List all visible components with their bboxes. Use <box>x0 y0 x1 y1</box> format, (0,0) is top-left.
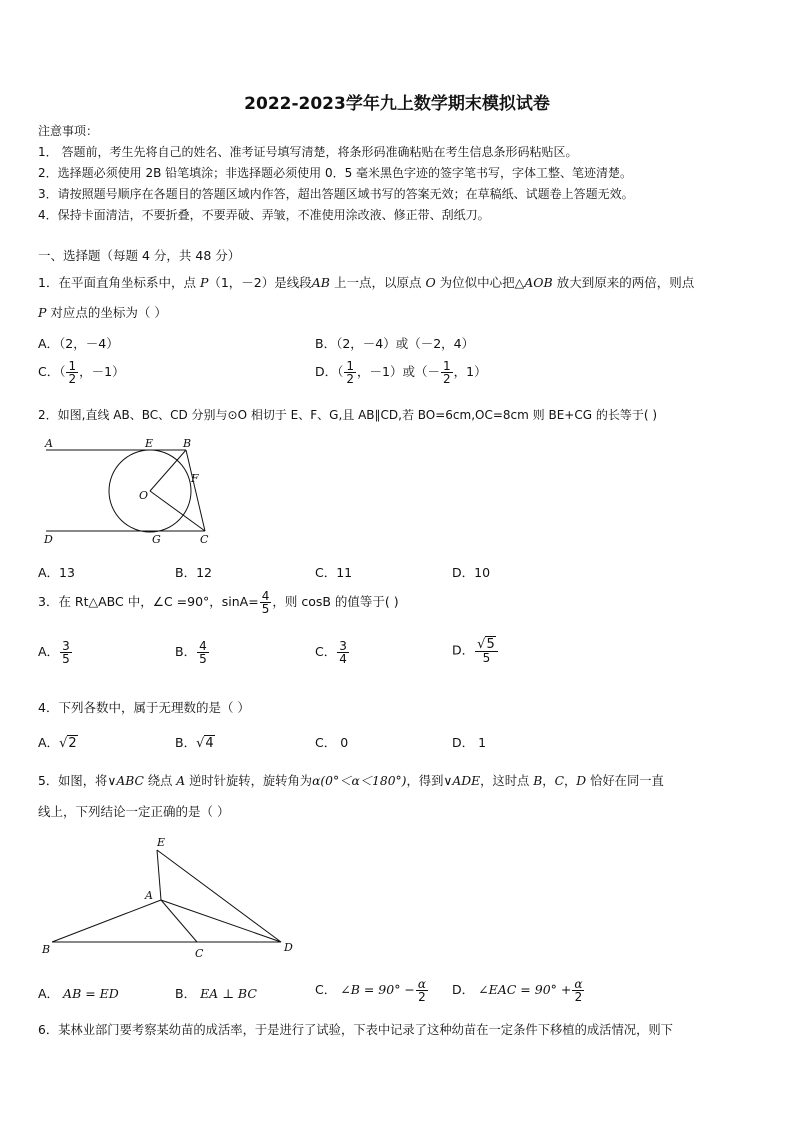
q5-option-c[interactable]: C． ∠B = 90° − $\frac{\alpha}{2}$ <box>315 977 427 1004</box>
q1-option-d[interactable]: D．（ $\frac{1}{2}$ ，－1）或（－ $\frac{1}{2}$ ，1） <box>315 359 487 386</box>
notice-item: 4．保持卡面清洁，不要折叠，不要弄破、弄皱，不准使用涂改液、修正带、刮纸刀。 <box>38 208 490 222</box>
q5-option-a[interactable]: A． AB = ED <box>38 986 119 1001</box>
q2-option-c[interactable]: C．11 <box>315 565 353 580</box>
q1-option-b[interactable]: B．（2，－4）或（－2，4） <box>315 336 475 351</box>
q4-option-d[interactable]: D． 1 <box>452 735 487 750</box>
q2-option-a[interactable]: A．13 <box>38 565 75 580</box>
label-e: E <box>157 836 166 849</box>
q4-option-b[interactable]: B．√4 <box>175 735 214 751</box>
q3-option-b[interactable]: B． $\frac{4}{5}$ <box>175 639 207 666</box>
label-b: B <box>42 943 51 956</box>
label-d: D <box>284 941 293 954</box>
question-4-stem: 4．下列各数中，属于无理数的是（ ） <box>38 700 250 715</box>
q4-option-c[interactable]: C． 0 <box>315 735 349 750</box>
question-3-stem: 3．在 Rt△ABC 中，∠C =90°，sinA= $\frac{4}{5}$ ，则 cosB 的值等于( ) <box>38 589 399 616</box>
label-e: E <box>145 437 154 450</box>
q1-option-a[interactable]: A．（2，－4） <box>38 336 119 351</box>
q4-option-a[interactable]: A．√2 <box>38 735 77 751</box>
notice-item: 2．选择题必须使用 2B 铅笔填涂；非选择题必须使用 0．5 毫米黑色字迹的签字笔书写，字体工整、笔迹清楚。 <box>38 166 633 180</box>
question-1-stem: 1．在平面直角坐标系中，点 P（1，－2）是线段AB 上一点，以原点 O 为位似中心把△AOB 放大到原来的两倍，则点 <box>38 275 695 290</box>
q2-option-b[interactable]: B．12 <box>175 565 212 580</box>
q3-option-c[interactable]: C． $\frac{3}{4}$ <box>315 639 347 666</box>
notice-heading: 注意事项： <box>38 124 99 138</box>
question-1-stem-line2: P 对应点的坐标为（ ） <box>38 305 167 320</box>
q2-circle-figure <box>38 432 218 550</box>
label-a: A <box>145 889 153 902</box>
label-o: O <box>139 489 149 502</box>
question-5-stem: 5．如图，将∨ABC 绕点 A 逆时针旋转，旋转角为α(0°＜α＜180°)，得到∨ADE，这时点 B，C，D 恰好在同一直 <box>38 774 664 788</box>
page-title: 2022-2023学年九上数学期末模拟试卷 <box>244 94 550 114</box>
q3-option-a[interactable]: A． $\frac{3}{5}$ <box>38 639 70 666</box>
q3-option-d[interactable]: D． $\frac{√5}{5}$ <box>452 638 499 664</box>
label-d: D <box>44 533 53 546</box>
q5-option-b[interactable]: B． EA ⊥ BC <box>175 986 257 1001</box>
q5-rotation-figure <box>38 832 300 962</box>
question-5-stem-line2: 线上，下列结论一定正确的是（ ） <box>38 804 230 819</box>
q1-option-c[interactable]: C．（ $\frac{1}{2}$ ，－1） <box>38 359 125 386</box>
label-c: C <box>200 533 209 546</box>
section-heading: 一、选择题（每题 4 分，共 48 分） <box>38 248 241 263</box>
q2-option-d[interactable]: D．10 <box>452 565 491 580</box>
label-f: F <box>191 472 199 485</box>
notice-item: 3．请按照题号顺序在各题目的答题区域内作答，超出答题区域书写的答案无效；在草稿纸、试题卷上答题无效。 <box>38 187 634 201</box>
notice-item: 1． 答题前，考生先将自己的姓名、准考证号填写清楚，将条形码准确粘贴在考生信息条形码粘贴区。 <box>38 145 578 159</box>
label-g: G <box>152 533 161 546</box>
q5-option-d[interactable]: D． ∠EAC = 90° + $\frac{\alpha}{2}$ <box>452 977 583 1004</box>
question-2-stem: 2．如图,直线 AB、BC、CD 分别与⊙O 相切于 E、F、G,且 AB∥CD,若 BO=6cm,OC=8cm 则 BE+CG 的长等于( ) <box>38 408 657 422</box>
question-6-stem: 6．某林业部门要考察某幼苗的成活率，于是进行了试验，下表中记录了这种幼苗在一定条件下移植的成活情况，则下 <box>38 1023 673 1037</box>
label-a: A <box>45 437 53 450</box>
label-b: B <box>183 437 192 450</box>
label-c: C <box>195 947 204 960</box>
